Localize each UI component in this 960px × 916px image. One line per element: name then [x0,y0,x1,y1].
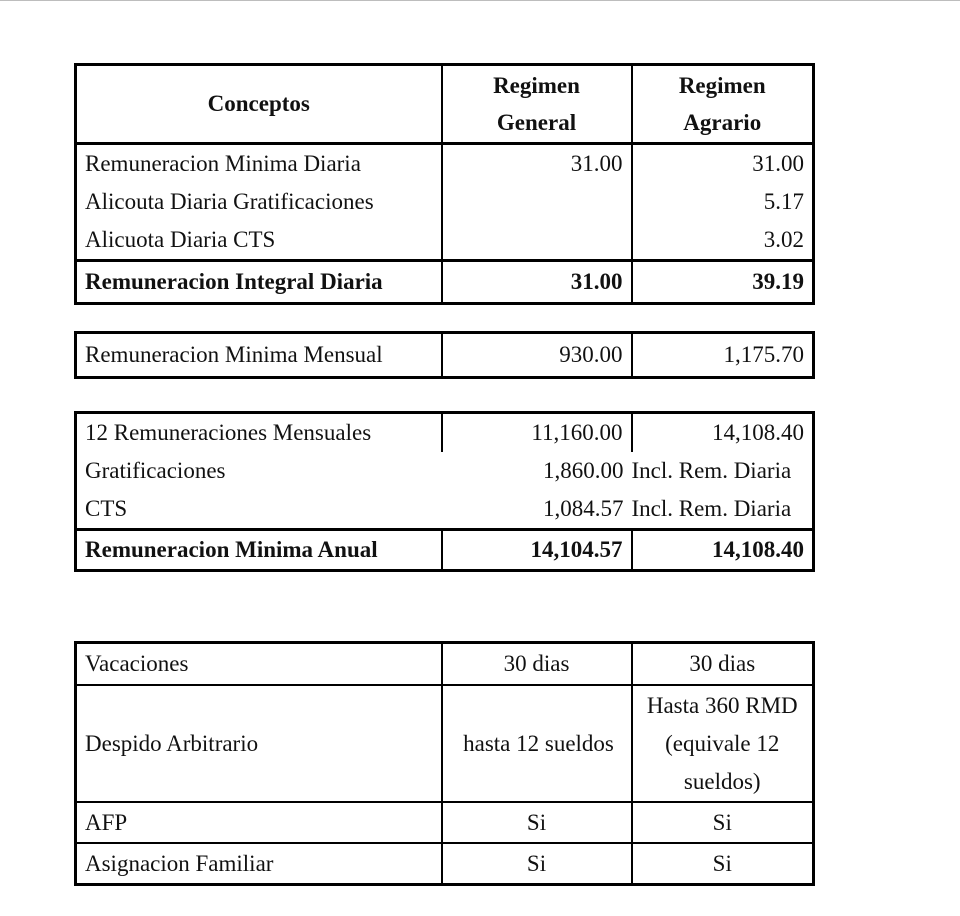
row-concepto: CTS [76,490,442,530]
table-row [76,452,814,490]
agrario-line1: Hasta 360 RMD [646,692,798,718]
header-row [76,65,814,144]
header-general-line2: General [496,110,577,135]
table-row [76,643,814,686]
row-concepto: Remuneracion Minima Mensual [76,333,442,378]
row-concepto: Remuneracion Minima Diaria [76,144,442,184]
table-row [76,221,814,261]
row-concepto: Alicouta Diaria Gratificaciones [76,183,442,221]
table-row [76,333,814,378]
row-concepto: Despido Arbitrario [76,685,442,802]
row-agrario-value: 14,108.40 [632,413,814,453]
row-general-value [442,183,632,221]
benefits-table [74,641,815,886]
row-concepto: AFP [76,802,442,843]
row-general-value: 1,860.00 [543,458,624,483]
row-general-value: Si [442,802,632,843]
row-agrario-value: Si [632,802,814,843]
row-general-value: hasta 12 sueldos [442,685,632,802]
row-agrario-value: 30 dias [632,643,814,686]
header-agrario-line1: Regimen [678,73,766,98]
row-agrario-value: 31.00 [632,144,814,184]
table-row [76,802,814,843]
row-concepto: 12 Remuneraciones Mensuales [76,413,442,453]
row-agrario-value: Si [632,843,814,885]
row-general-value: 30 dias [442,643,632,686]
row-concepto: Alicuota Diaria CTS [76,221,442,261]
row-concepto: Gratificaciones [76,452,442,490]
total-agrario-value: 39.19 [632,261,814,304]
table-row [76,413,814,453]
agrario-line3: sueldos) [683,768,761,794]
table-row [76,183,814,221]
monthly-remuneration-table [74,331,815,379]
agrario-line2: (equivale 12 [665,730,780,756]
row-concepto: Vacaciones [76,643,442,686]
total-row [76,261,814,304]
daily-remuneration-table [74,63,815,305]
row-general-value: Si [442,843,632,885]
row-general-value: 11,160.00 [442,413,632,453]
header-regimen-agrario [632,65,814,144]
total-general-value: 31.00 [442,261,632,304]
row-agrario-value: 5.17 [632,183,814,221]
row-general-value [442,221,632,261]
header-agrario-line2: Agrario [683,110,762,135]
header-general-line1: Regimen [493,73,580,98]
table-row [76,685,814,802]
total-row [76,530,814,571]
table-row [76,144,814,184]
table-row [76,490,814,530]
total-general-value: 14,104.57 [442,530,632,571]
row-general-value: 930.00 [442,333,632,378]
annual-remuneration-table [74,411,815,572]
row-concepto: Asignacion Familiar [76,843,442,885]
header-regimen-general [442,65,632,144]
top-border-line [0,0,960,1]
row-agrario-value: Incl. Rem. Diaria [632,452,814,490]
total-concepto: Remuneracion Minima Anual [76,530,442,571]
row-agrario-value: 1,175.70 [632,333,814,378]
row-agrario-value [632,685,814,802]
row-agrario-value: Incl. Rem. Diaria [632,490,814,530]
header-conceptos: Conceptos [76,65,442,144]
row-general-value: 31.00 [442,144,632,184]
table-row [76,843,814,885]
row-general-value: 1,084.57 [543,496,624,521]
row-agrario-value: 3.02 [632,221,814,261]
total-agrario-value: 14,108.40 [632,530,814,571]
total-concepto: Remuneracion Integral Diaria [76,261,442,304]
